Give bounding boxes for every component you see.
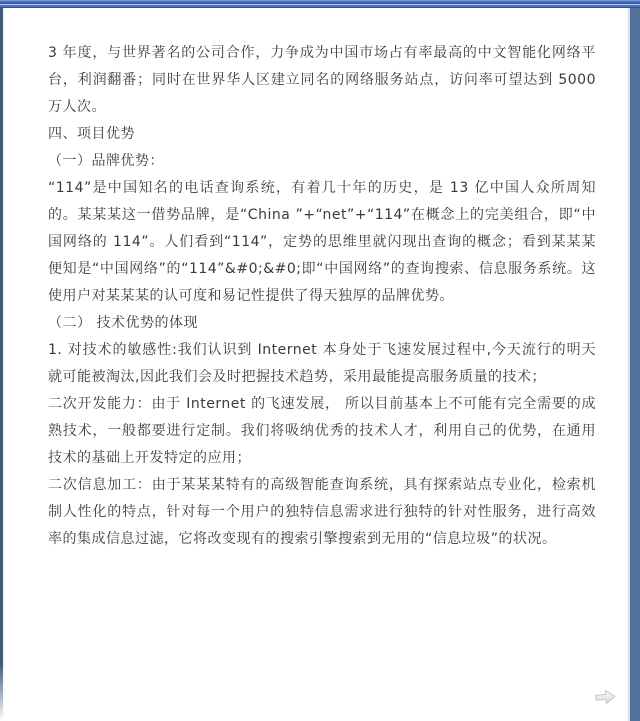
- heading-brand-advantage: （一）品牌优势：: [48, 153, 164, 169]
- window-frame-top: [0, 0, 640, 8]
- window-frame-left: [0, 6, 6, 721]
- heading-section-four-project-advantages: 四、项目优势: [48, 126, 135, 142]
- next-page-arrow-icon[interactable]: [594, 687, 617, 706]
- window-frame-right: [627, 6, 640, 721]
- document-page: [48, 40, 596, 553]
- paragraph-brand-114: “114”是中国知名的电话查询系统，有着几十年的历史，是 13 亿中国人众所周知的。某某某这一借势品牌，是“China ”+“net”+“114”在概念上的完美组合，即“中国网络的 114”。人们看到“114”，定势的思维里就闪现出查询的概念；看到某某某便知是“中国网络”的“114”&#0;&#0;即“中国网络”的查询搜索、信息服务系统。这使用户对某某某的认可度和易记性提供了得天独厚的品牌优势。: [48, 180, 596, 304]
- paragraph-market-goal: 3 年度，与世界著名的公司合作，力争成为中国市场占有率最高的中文智能化网络平台，利润翻番；同时在世界华人区建立同名的网络服务站点，访问率可望达到 5000 万人次。: [48, 45, 596, 115]
- paragraph-tech-sensitivity: 1. 对技术的敏感性:我们认识到 Internet 本身处于飞速发展过程中,今天流行的明天就可能被淘汰,因此我们会及时把握技术趋势，采用最能提高服务质量的技术；: [48, 342, 596, 385]
- heading-technical-advantage: （二） 技术优势的体现: [48, 315, 198, 331]
- paragraph-secondary-development: 二次开发能力：由于 Internet 的飞速发展， 所以目前基本上不可能有完全需要的成熟技术，一般都要进行定制。我们将吸纳优秀的技术人才，利用自己的优势，在通用技术的基础上开发特定的应用；: [48, 396, 596, 466]
- paragraph-secondary-info-processing: 二次信息加工：由于某某某特有的高级智能查询系统，具有探索站点专业化，检索机制人性化的特点，针对每一个用户的独特信息需求进行独特的针对性服务，进行高效率的集成信息过滤，它将改变现有的搜索引擎搜索到无用的“信息垃圾”的状况。: [48, 477, 596, 547]
